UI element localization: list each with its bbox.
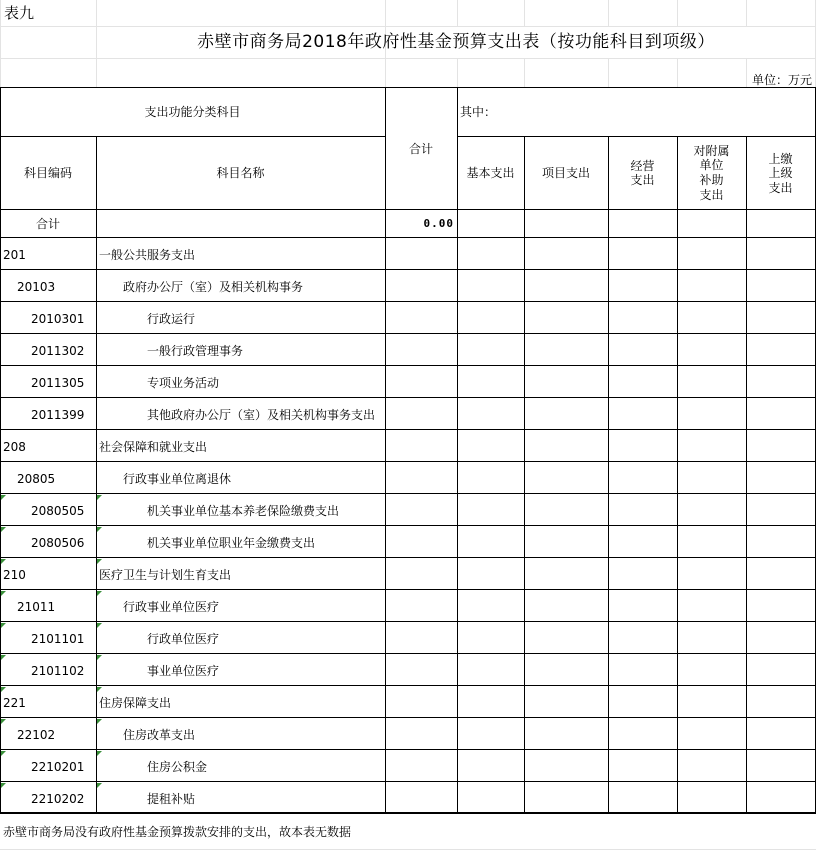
cell-marker-icon	[1, 623, 6, 628]
table-row	[0, 622, 816, 654]
table-row	[0, 334, 816, 366]
row-code: 2101102	[31, 664, 85, 678]
cell-marker-icon	[97, 559, 102, 564]
total-row-value: 0.00	[423, 217, 454, 230]
header-remit-line1: 上缴	[768, 152, 793, 166]
cell-marker-icon	[1, 783, 6, 788]
cell-marker-icon	[1, 751, 6, 756]
row-code: 20805	[17, 472, 56, 486]
cell-marker-icon	[97, 591, 102, 596]
row-code: 2011399	[31, 408, 85, 422]
row-name: 事业单位医疗	[147, 664, 220, 678]
row-name: 行政运行	[147, 312, 196, 326]
header-basic: 基本支出	[466, 166, 515, 180]
header-remit-line2: 上级	[768, 166, 793, 180]
cell-marker-icon	[97, 655, 102, 660]
row-name: 其他政府办公厅（室）及相关机构事务支出	[147, 408, 376, 422]
page-title: 赤壁市商务局2018年政府性基金预算支出表（按功能科目到项级）	[197, 32, 715, 52]
table-row	[0, 686, 816, 718]
row-code: 21011	[17, 600, 56, 614]
row-name: 医疗卫生与计划生育支出	[99, 568, 232, 582]
row-name: 提租补贴	[147, 792, 196, 806]
header-remit-line3: 支出	[768, 181, 793, 195]
table-row	[0, 494, 816, 526]
cell-marker-icon	[97, 495, 102, 500]
table-row	[0, 782, 816, 814]
table-row	[0, 430, 816, 462]
sheet-label: 表九	[4, 4, 35, 22]
row-name: 机关事业单位基本养老保险缴费支出	[147, 504, 340, 518]
cell-marker-icon	[1, 495, 6, 500]
row-code: 2210202	[31, 792, 85, 806]
cell-marker-icon	[1, 527, 6, 532]
row-name: 专项业务活动	[147, 376, 220, 390]
row-name: 住房改革支出	[123, 728, 196, 742]
header-subsidy-line4: 支出	[699, 188, 724, 202]
cell-marker-icon	[97, 687, 102, 692]
table-row	[0, 590, 816, 622]
header-code: 科目编码	[23, 166, 72, 180]
unit-label: 单位：万元	[751, 73, 812, 87]
header-subsidy-line1: 对附属	[693, 144, 730, 158]
row-name: 机关事业单位职业年金缴费支出	[147, 536, 316, 550]
footnote: 赤壁市商务局没有政府性基金预算拨款安排的支出，故本表无数据	[3, 825, 352, 839]
row-name: 一般公共服务支出	[99, 248, 196, 262]
header-subsidy-line3: 补助	[699, 173, 724, 187]
cell-marker-icon	[97, 751, 102, 756]
table-row	[0, 366, 816, 398]
row-code: 208	[3, 440, 26, 454]
row-name: 一般行政管理事务	[147, 344, 244, 358]
cell-marker-icon	[97, 527, 102, 532]
row-name: 行政事业单位离退休	[123, 472, 232, 486]
row-code: 2101101	[31, 632, 85, 646]
row-name: 社会保障和就业支出	[99, 440, 208, 454]
table-row	[0, 718, 816, 750]
cell-marker-icon	[1, 591, 6, 596]
header-project: 项目支出	[541, 166, 590, 180]
cell-marker-icon	[97, 783, 102, 788]
row-code: 2011302	[31, 344, 85, 358]
row-code: 201	[3, 248, 26, 262]
row-code: 20103	[17, 280, 56, 294]
row-name: 住房保障支出	[99, 696, 172, 710]
table-row	[0, 238, 816, 270]
row-name: 行政单位医疗	[147, 632, 220, 646]
header-name: 科目名称	[216, 166, 265, 180]
row-code: 2080506	[31, 536, 85, 550]
header-of-which: 其中：	[460, 105, 497, 119]
table-row	[0, 398, 816, 430]
row-code: 2010301	[31, 312, 85, 326]
row-code: 2011305	[31, 376, 85, 390]
row-code: 221	[3, 696, 26, 710]
row-name: 住房公积金	[147, 760, 208, 774]
cell-marker-icon	[1, 719, 6, 724]
cell-marker-icon	[1, 687, 6, 692]
header-subsidy-line2: 单位	[699, 158, 724, 172]
header-operating-line2: 支出	[630, 173, 655, 187]
header-category: 支出功能分类科目	[144, 105, 241, 119]
cell-marker-icon	[97, 623, 102, 628]
row-name: 行政事业单位医疗	[123, 600, 220, 614]
table-row	[0, 750, 816, 782]
table-row	[0, 302, 816, 334]
row-code: 2210201	[31, 760, 85, 774]
row-code: 210	[3, 568, 26, 582]
row-divider	[0, 813, 816, 814]
row-code: 2080505	[31, 504, 85, 518]
header-total: 合计	[408, 142, 433, 156]
table-row	[0, 462, 816, 494]
cell-marker-icon	[97, 719, 102, 724]
row-name: 政府办公厅（室）及相关机构事务	[123, 280, 304, 294]
cell-marker-icon	[1, 655, 6, 660]
total-row-label: 合计	[35, 217, 60, 231]
table-row	[0, 526, 816, 558]
table-row	[0, 558, 816, 590]
row-code: 22102	[17, 728, 56, 742]
table-row	[0, 654, 816, 686]
table-row	[0, 270, 816, 302]
header-operating-line1: 经营	[630, 159, 655, 173]
cell-marker-icon	[1, 559, 6, 564]
